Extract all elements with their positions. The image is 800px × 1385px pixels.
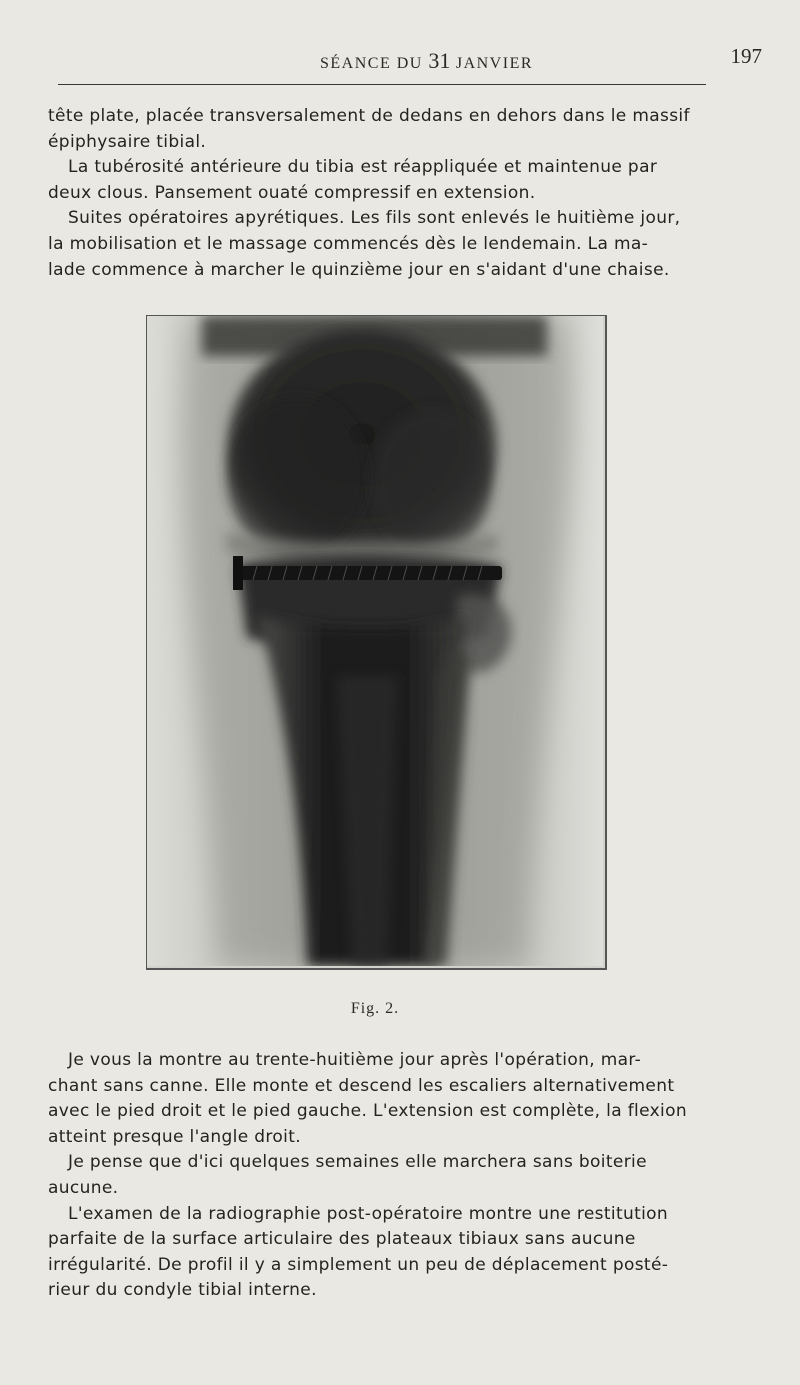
- running-title-pre: SÉANCE DU: [320, 55, 429, 72]
- text-line: épiphysaire tibial.: [48, 131, 207, 152]
- text-line: irrégularité. De profil il y a simplement un peu de déplacement posté-: [48, 1254, 669, 1275]
- running-title: [320, 48, 533, 74]
- bottom-text-block: [48, 1048, 704, 1304]
- text-line: lade commence à marcher le quinzième jour en s'aidant d'une chaise.: [48, 259, 670, 280]
- text-line: tête plate, placée transversalement de dedans en dehors dans le massif: [48, 106, 690, 126]
- running-head: [50, 44, 762, 74]
- text-line: L'examen de la radiographie post-opératoire montre une restitution: [68, 1203, 669, 1224]
- text-line: parfaite de la surface articulaire des plateaux tibiaux sans aucune: [48, 1229, 636, 1250]
- paragraph: [48, 1150, 704, 1201]
- paragraph: [48, 104, 704, 155]
- paragraph: [48, 1202, 704, 1304]
- figure-caption: Fig. 2.: [350, 1000, 400, 1017]
- running-title-date: 31: [428, 48, 451, 73]
- paragraph: [48, 1048, 704, 1150]
- text-line: rieur du condyle tibial interne.: [48, 1280, 317, 1301]
- text-line: chant sans canne. Elle monte et descend les escaliers alternativement: [48, 1075, 675, 1096]
- text-line: atteint presque l'angle droit.: [48, 1126, 301, 1147]
- text-line: Je vous la montre au trente-huitième jour après l'opération, mar-: [68, 1050, 642, 1070]
- page-number: 197: [730, 44, 762, 68]
- top-text-block: [48, 104, 704, 283]
- header-rule: [58, 84, 706, 85]
- paragraph: [48, 155, 704, 206]
- running-title-post: JANVIER: [450, 55, 534, 72]
- text-line: Suites opératoires apyrétiques. Les fils sont enlevés le huitième jour,: [68, 208, 681, 229]
- knee-radiograph-image: [146, 315, 607, 970]
- paragraph: [48, 206, 704, 283]
- text-line: deux clous. Pansement ouaté compressif en extension.: [48, 182, 536, 203]
- text-line: Je pense que d'ici quelques semaines elle marchera sans boiterie: [68, 1152, 647, 1173]
- text-line: La tubérosité antérieure du tibia est réappliquée et maintenue par: [68, 157, 658, 178]
- text-line: avec le pied droit et le pied gauche. L'extension est complète, la flexion: [48, 1101, 687, 1122]
- text-line: aucune.: [48, 1177, 119, 1198]
- text-line: la mobilisation et le massage commencés dès le lendemain. La ma-: [48, 233, 649, 254]
